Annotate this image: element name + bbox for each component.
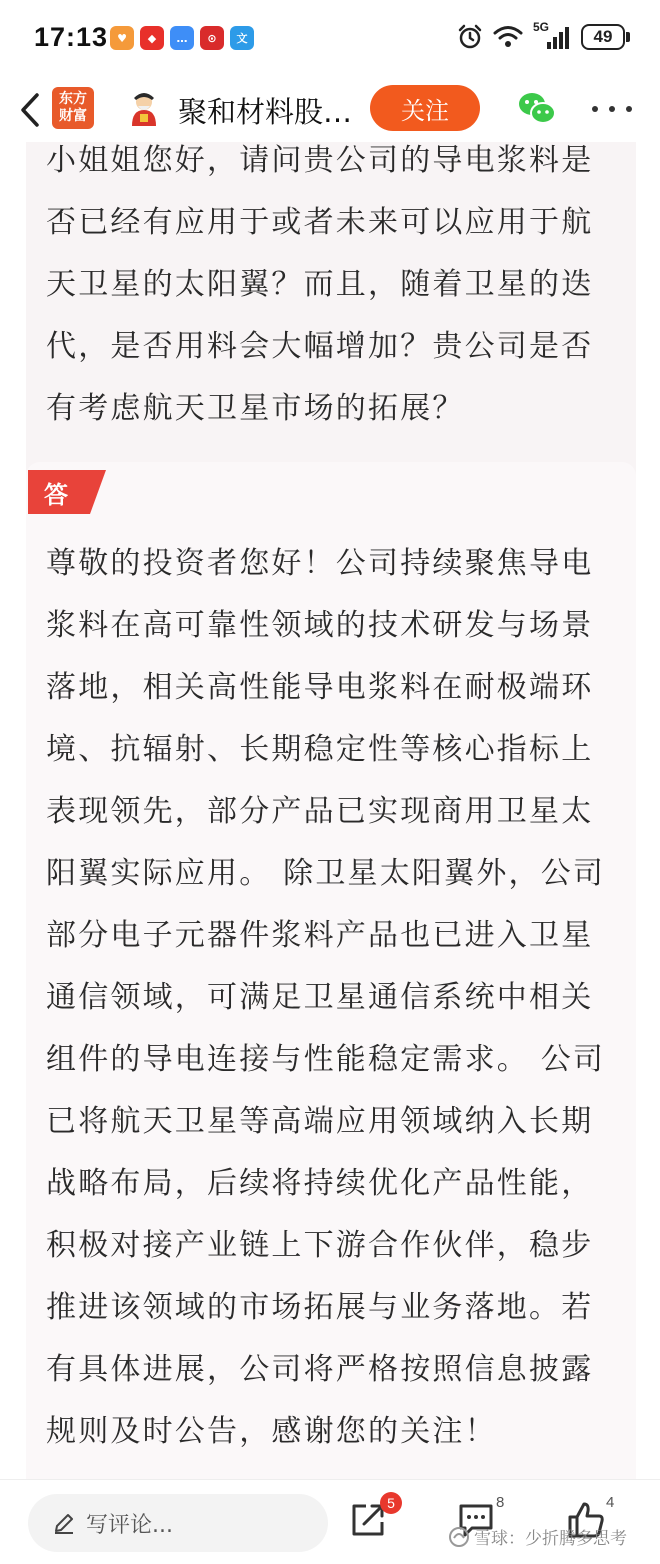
answer-text: 尊敬的投资者您好！公司持续聚焦导电浆料在高可靠性领域的技术研发与场景落地，相关高性能导电浆料在耐极端环境、抗辐射、长期稳定性等核心指标上表现领先，部分产品已实现商用卫星太阳翼实际应用。 除卫星太阳翼外，公司部分电子元器件浆料产品也已进入卫星通信领域，可满足卫星通信系统中相关组件的导电连接与性能稳定需求。 公司已将航天卫星等高端应用领域纳入长期战略布局，后续将持续优化产品性能，积极对接产业链上下游合作伙伴，稳步推进该领域的市场拓展与业务落地。若有具体进展，公司将严格按照信息披露规则及时公告，感谢您的关注！	[46, 546, 606, 1449]
app-icon-pinduoduo: ◆	[140, 26, 164, 50]
snowball-logo-icon	[448, 1526, 470, 1548]
more-options-button[interactable]	[592, 94, 632, 124]
notification-icons	[110, 26, 254, 50]
like-count: 4	[606, 1494, 615, 1511]
watermark	[448, 1524, 627, 1549]
status-time: 17:13	[34, 22, 109, 52]
question-text: 小姐姐您好，请问贵公司的导电浆料是否已经有应用于或者未来可以应用于航天卫星的太阳翼？而且，随着卫星的迭代，是否用料会大幅增加？贵公司是否有考虑航天卫星市场的拓展？	[46, 143, 594, 426]
pencil-icon	[52, 1511, 76, 1535]
wechat-icon	[516, 88, 558, 130]
nav-bar	[0, 78, 660, 142]
stock-name: 聚和材料股…	[178, 95, 353, 129]
bottom-action-bar	[0, 1479, 660, 1564]
wifi-icon	[493, 25, 523, 49]
qa-content[interactable]	[0, 142, 660, 1479]
stock-avatar[interactable]	[124, 88, 164, 128]
battery-level: 49	[581, 24, 625, 50]
comment-count: 8	[496, 1494, 505, 1511]
app-icon-blue: 文	[230, 26, 254, 50]
answer-label-badge	[28, 470, 106, 514]
app-icon-byd: ⊙	[200, 26, 224, 50]
app-icon-orange: ♥	[110, 26, 134, 50]
more-dot-icon	[626, 106, 632, 112]
signal-icon	[533, 20, 571, 50]
more-dot-icon	[592, 106, 598, 112]
answer-card	[26, 462, 636, 1479]
follow-button[interactable]: 关注	[370, 85, 480, 131]
eastmoney-logo[interactable]: 东方 财富	[52, 87, 94, 129]
battery-indicator	[581, 24, 630, 50]
wechat-share-button[interactable]	[516, 88, 558, 130]
network-type: 5G	[533, 20, 550, 34]
status-bar	[0, 0, 660, 78]
system-icons	[457, 20, 630, 50]
watermark-text: 雪球：少折腾多思考	[474, 1529, 627, 1549]
answer-label: 答	[44, 481, 68, 509]
alarm-icon	[457, 24, 483, 50]
back-arrow-icon	[19, 92, 41, 128]
comment-placeholder: 写评论...	[86, 1512, 173, 1538]
comment-input[interactable]	[28, 1494, 328, 1552]
share-badge: 5	[380, 1492, 402, 1514]
more-dot-icon	[609, 106, 615, 112]
share-button[interactable]	[348, 1495, 396, 1548]
back-button[interactable]	[12, 86, 48, 134]
app-icon-messages: …	[170, 26, 194, 50]
